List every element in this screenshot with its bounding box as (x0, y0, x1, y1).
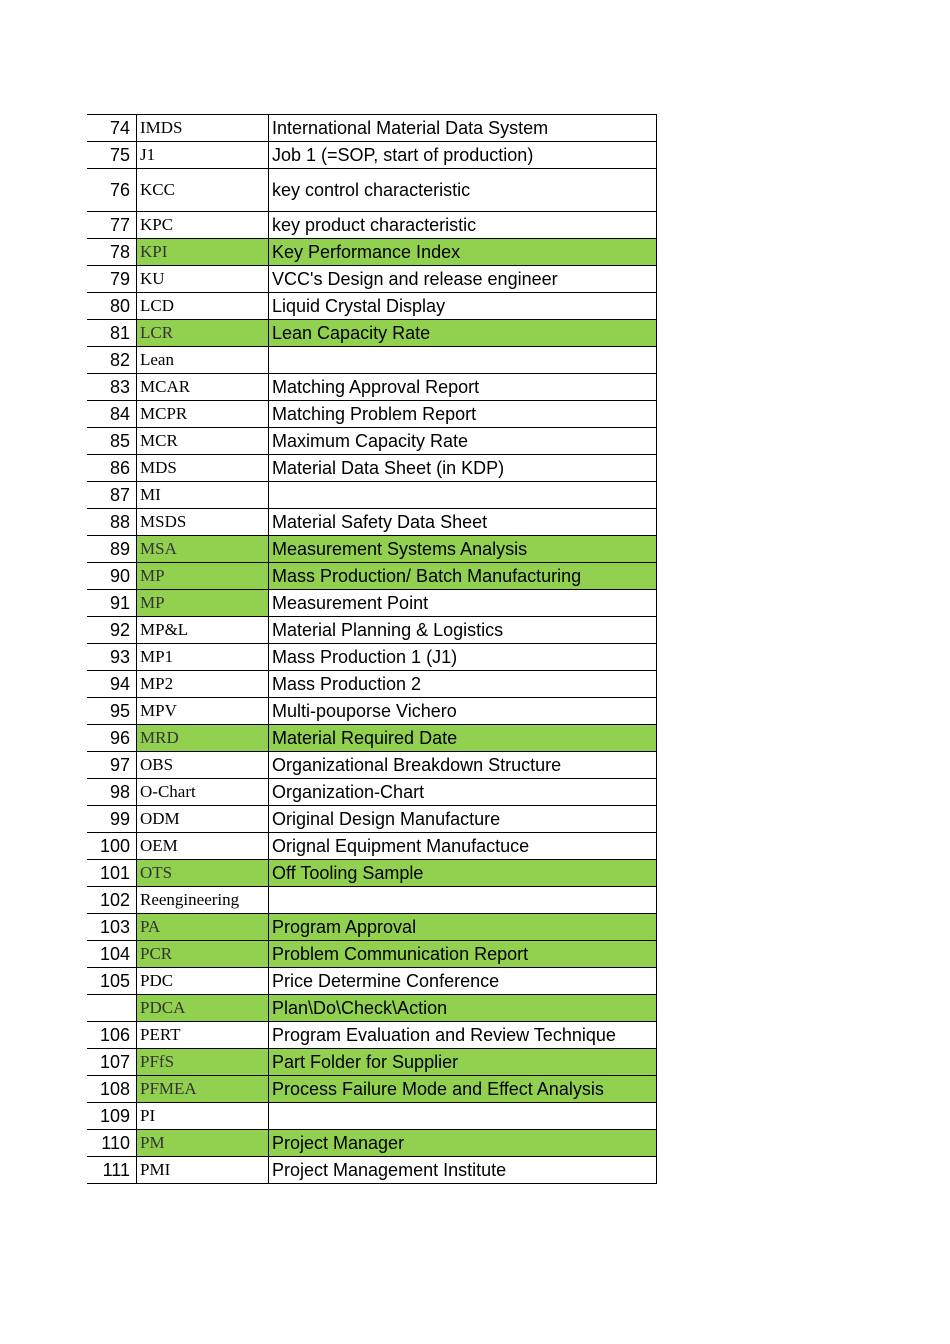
abbreviation-cell: PM (137, 1130, 269, 1157)
row-number: 105 (87, 968, 137, 995)
table-row (87, 941, 657, 968)
description-cell: Project Management Institute (269, 1157, 657, 1184)
abbreviation-cell: PDC (137, 968, 269, 995)
row-number: 111 (87, 1157, 137, 1184)
description-cell: Multi-pouporse Vichero (269, 698, 657, 725)
table-row (87, 536, 657, 563)
abbreviation-cell: PA (137, 914, 269, 941)
description-cell: Matching Problem Report (269, 401, 657, 428)
description-cell: Organizational Breakdown Structure (269, 752, 657, 779)
abbreviation-cell: OTS (137, 860, 269, 887)
abbreviation-cell: MP&L (137, 617, 269, 644)
row-number: 99 (87, 806, 137, 833)
row-number: 101 (87, 860, 137, 887)
description-cell: Material Safety Data Sheet (269, 509, 657, 536)
table-row (87, 725, 657, 752)
description-cell: Organization-Chart (269, 779, 657, 806)
row-number: 74 (87, 115, 137, 142)
description-cell: Problem Communication Report (269, 941, 657, 968)
table-row (87, 833, 657, 860)
description-cell: Mass Production/ Batch Manufacturing (269, 563, 657, 590)
description-cell: key control characteristic (269, 169, 657, 212)
row-number: 92 (87, 617, 137, 644)
table-row (87, 968, 657, 995)
description-cell: Price Determine Conference (269, 968, 657, 995)
table-row (87, 428, 657, 455)
abbreviation-cell: IMDS (137, 115, 269, 142)
description-cell: Part Folder for Supplier (269, 1049, 657, 1076)
table-row (87, 1022, 657, 1049)
abbreviation-cell: PFMEA (137, 1076, 269, 1103)
abbreviation-cell: KPI (137, 239, 269, 266)
table-row (87, 1076, 657, 1103)
description-cell (269, 1103, 657, 1130)
description-cell: Maximum Capacity Rate (269, 428, 657, 455)
abbreviation-cell: MSA (137, 536, 269, 563)
table-row (87, 266, 657, 293)
row-number: 107 (87, 1049, 137, 1076)
description-cell: Measurement Systems Analysis (269, 536, 657, 563)
table-row (87, 347, 657, 374)
table-row (87, 671, 657, 698)
row-number: 109 (87, 1103, 137, 1130)
abbreviation-cell: PCR (137, 941, 269, 968)
description-cell: Program Evaluation and Review Technique (269, 1022, 657, 1049)
table-row (87, 320, 657, 347)
table-row (87, 374, 657, 401)
table-row (87, 806, 657, 833)
row-number: 104 (87, 941, 137, 968)
description-cell: Lean Capacity Rate (269, 320, 657, 347)
row-number: 80 (87, 293, 137, 320)
row-number: 100 (87, 833, 137, 860)
table-row (87, 698, 657, 725)
row-number: 97 (87, 752, 137, 779)
abbreviation-cell: MP1 (137, 644, 269, 671)
table-row (87, 509, 657, 536)
abbreviation-cell: MSDS (137, 509, 269, 536)
row-number: 76 (87, 169, 137, 212)
table-row (87, 1130, 657, 1157)
abbreviation-cell: MCR (137, 428, 269, 455)
description-cell: Liquid Crystal Display (269, 293, 657, 320)
table-row (87, 212, 657, 239)
description-cell: Material Planning & Logistics (269, 617, 657, 644)
acronym-rows (87, 115, 657, 1184)
abbreviation-cell: MCAR (137, 374, 269, 401)
description-cell: Material Data Sheet (in KDP) (269, 455, 657, 482)
description-cell: Project Manager (269, 1130, 657, 1157)
abbreviation-cell: LCD (137, 293, 269, 320)
row-number: 91 (87, 590, 137, 617)
row-number: 78 (87, 239, 137, 266)
table-row (87, 482, 657, 509)
description-cell: Measurement Point (269, 590, 657, 617)
row-number: 106 (87, 1022, 137, 1049)
abbreviation-cell: MP2 (137, 671, 269, 698)
row-number: 77 (87, 212, 137, 239)
row-number: 86 (87, 455, 137, 482)
row-number: 79 (87, 266, 137, 293)
abbreviation-cell: KPC (137, 212, 269, 239)
description-cell: Plan\Do\Check\Action (269, 995, 657, 1022)
abbreviation-cell: MRD (137, 725, 269, 752)
table-row (87, 617, 657, 644)
row-number: 81 (87, 320, 137, 347)
abbreviation-cell: ODM (137, 806, 269, 833)
table-row (87, 293, 657, 320)
table-row (87, 455, 657, 482)
row-number: 98 (87, 779, 137, 806)
table-row (87, 995, 657, 1022)
table-row (87, 914, 657, 941)
table-row (87, 169, 657, 212)
abbreviation-cell: KU (137, 266, 269, 293)
description-cell: Mass Production 1 (J1) (269, 644, 657, 671)
row-number: 102 (87, 887, 137, 914)
abbreviation-cell: MDS (137, 455, 269, 482)
table-row (87, 142, 657, 169)
table-row (87, 644, 657, 671)
row-number: 85 (87, 428, 137, 455)
abbreviation-cell: MPV (137, 698, 269, 725)
description-cell: Key Performance Index (269, 239, 657, 266)
row-number: 94 (87, 671, 137, 698)
abbreviation-cell: PERT (137, 1022, 269, 1049)
row-number: 103 (87, 914, 137, 941)
abbreviation-cell: PDCA (137, 995, 269, 1022)
abbreviation-cell: PI (137, 1103, 269, 1130)
description-cell: Original Design Manufacture (269, 806, 657, 833)
description-cell: Process Failure Mode and Effect Analysis (269, 1076, 657, 1103)
row-number: 83 (87, 374, 137, 401)
abbreviation-cell: MP (137, 563, 269, 590)
row-number: 95 (87, 698, 137, 725)
description-cell: Matching Approval Report (269, 374, 657, 401)
description-cell: Program Approval (269, 914, 657, 941)
table-row (87, 1103, 657, 1130)
abbreviation-cell: O-Chart (137, 779, 269, 806)
description-cell: Off Tooling Sample (269, 860, 657, 887)
abbreviation-cell: OEM (137, 833, 269, 860)
abbreviation-cell: Reengineering (137, 887, 269, 914)
row-number: 75 (87, 142, 137, 169)
table-row (87, 752, 657, 779)
description-cell: International Material Data System (269, 115, 657, 142)
abbreviation-cell: MCPR (137, 401, 269, 428)
row-number: 110 (87, 1130, 137, 1157)
row-number: 108 (87, 1076, 137, 1103)
description-cell: Material Required Date (269, 725, 657, 752)
description-cell (269, 887, 657, 914)
description-cell: Orignal Equipment Manufactuce (269, 833, 657, 860)
row-number: 88 (87, 509, 137, 536)
table-row (87, 1157, 657, 1184)
acronym-table (87, 114, 657, 1184)
description-cell: Mass Production 2 (269, 671, 657, 698)
row-number: 89 (87, 536, 137, 563)
table-row (87, 1049, 657, 1076)
table-row (87, 401, 657, 428)
abbreviation-cell: PMI (137, 1157, 269, 1184)
row-number: 93 (87, 644, 137, 671)
description-cell: Job 1 (=SOP, start of production) (269, 142, 657, 169)
table-row (87, 779, 657, 806)
description-cell: key product characteristic (269, 212, 657, 239)
abbreviation-cell: MP (137, 590, 269, 617)
abbreviation-cell: MI (137, 482, 269, 509)
row-number: 96 (87, 725, 137, 752)
table-row (87, 860, 657, 887)
table-row (87, 590, 657, 617)
abbreviation-cell: OBS (137, 752, 269, 779)
abbreviation-cell: LCR (137, 320, 269, 347)
row-number: 82 (87, 347, 137, 374)
table-row (87, 563, 657, 590)
abbreviation-cell: PFfS (137, 1049, 269, 1076)
table-row (87, 887, 657, 914)
description-cell (269, 482, 657, 509)
description-cell: VCC's Design and release engineer (269, 266, 657, 293)
row-number (87, 995, 137, 1022)
table-row (87, 115, 657, 142)
description-cell (269, 347, 657, 374)
row-number: 84 (87, 401, 137, 428)
row-number: 90 (87, 563, 137, 590)
abbreviation-cell: J1 (137, 142, 269, 169)
table-row (87, 239, 657, 266)
row-number: 87 (87, 482, 137, 509)
abbreviation-cell: KCC (137, 169, 269, 212)
abbreviation-cell: Lean (137, 347, 269, 374)
